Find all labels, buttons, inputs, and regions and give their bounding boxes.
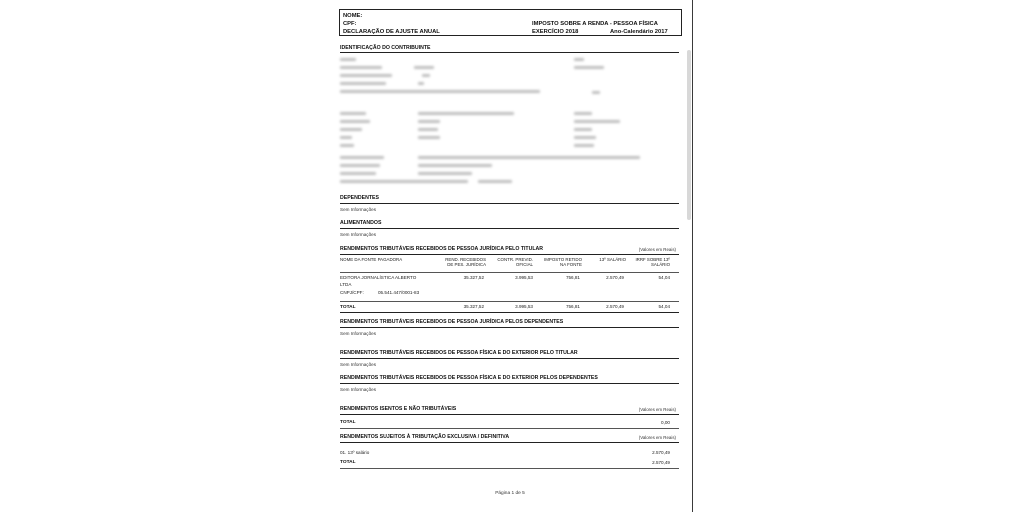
ano-calendario-label: Ano-Calendário 2017 — [610, 29, 668, 35]
col-header-rend: REND. RECEBIDOS DE PES. JURÍDICA — [445, 257, 486, 268]
row-contrib-value: 3.995,53 — [515, 275, 533, 280]
col-header-decimo: 13º SALÁRIO — [599, 257, 626, 262]
total-contrib-value: 3.995,53 — [515, 304, 533, 309]
col-header-fonte: NOME DA FONTE PAGADORA — [340, 257, 403, 262]
exclusiva-item-label: 01. 13º salário — [340, 450, 370, 455]
total-irrf-value: 54,04 — [658, 304, 670, 309]
valores-em-reais-note: (Valores em Reais) — [638, 407, 676, 412]
vertical-scrollbar[interactable] — [687, 50, 691, 220]
section-rend-pj-dependentes-title: RENDIMENTOS TRIBUTÁVEIS RECEBIDOS DE PESSOA JURÍDICA PELOS DEPENDENTES — [340, 319, 564, 325]
divider — [340, 468, 679, 469]
section-dependentes-title: DEPENDENTES — [340, 195, 379, 201]
rend-pf-titular-sem-info: Sem Informações — [340, 362, 376, 367]
row-decimo-value: 2.570,49 — [606, 275, 624, 280]
divider — [340, 203, 679, 204]
row-rend-value: 35.327,52 — [463, 275, 484, 280]
imposto-title: IMPOSTO SOBRE A RENDA - PESSOA FÍSICA — [532, 21, 658, 27]
divider — [340, 442, 679, 443]
section-identificacao-title: IDENTIFICAÇÃO DO CONTRIBUINTE — [340, 45, 431, 51]
divider — [340, 301, 679, 302]
divider — [340, 327, 679, 328]
row-imposto-value: 756,81 — [565, 275, 580, 280]
dependentes-sem-info: Sem Informações — [340, 207, 376, 212]
valores-em-reais-note: (Valores em Reais) — [638, 247, 676, 252]
col-header-imposto: IMPOSTO RETIDO NA FONTE — [544, 257, 582, 268]
total-decimo-value: 2.570,49 — [606, 304, 624, 309]
section-rend-pj-titular-title: RENDIMENTOS TRIBUTÁVEIS RECEBIDOS DE PESSOA JURÍDICA PELO TITULAR — [340, 246, 544, 252]
document-page — [334, 0, 686, 512]
divider — [340, 228, 679, 229]
header-left — [343, 12, 440, 36]
declaracao-title: DECLARAÇÃO DE AJUSTE ANUAL — [343, 29, 440, 35]
total-imposto-value: 756,81 — [565, 304, 580, 309]
row-irrf-value: 54,04 — [658, 275, 670, 280]
divider — [340, 272, 679, 273]
col-header-contrib: CONTR. PREVID. OFICIAL — [497, 257, 533, 268]
page-number: Página 1 de 5 — [495, 491, 525, 496]
section-exclusiva-title: RENDIMENTOS SUJEITOS À TRIBUTAÇÃO EXCLUSIVA / DEFINITIVA — [340, 434, 510, 440]
section-isentos-title: RENDIMENTOS ISENTOS E NÃO TRIBUTÁVEIS — [340, 406, 457, 412]
divider — [340, 358, 679, 359]
exercicio-label: EXERCÍCIO 2018 — [532, 29, 579, 35]
isentos-total-value: 0,00 — [661, 420, 670, 425]
divider — [340, 414, 679, 415]
nome-label: NOME: — [343, 13, 363, 19]
divider — [340, 52, 679, 53]
rend-pf-dependentes-sem-info: Sem Informações — [340, 387, 376, 392]
cpf-label: CPF: — [343, 21, 357, 27]
redacted-contributor-info — [340, 55, 675, 197]
section-rend-pf-titular-title: RENDIMENTOS TRIBUTÁVEIS RECEBIDOS DE PESSOA FÍSICA E DO EXTERIOR PELO TITULAR — [340, 350, 578, 356]
divider — [340, 312, 679, 313]
section-rend-pf-dependentes-title: RENDIMENTOS TRIBUTÁVEIS RECEBIDOS DE PESSOA FÍSICA E DO EXTERIOR PELOS DEPENDENTES — [340, 375, 598, 381]
viewer-background — [692, 0, 1024, 512]
total-rend-value: 35.327,52 — [463, 304, 484, 309]
header-right — [532, 12, 668, 36]
header-box — [339, 9, 682, 36]
pj-total-label: TOTAL — [340, 305, 356, 310]
valores-em-reais-note: (Valores em Reais) — [638, 435, 676, 440]
cnpj-value: 05.541.447/0001-83 — [378, 290, 420, 295]
cnpj-label: CNPJ/CPF: — [340, 290, 364, 295]
exclusiva-item-value: 2.570,49 — [652, 450, 670, 455]
section-alimentandos-title: ALIMENTANDOS — [340, 220, 382, 226]
fonte-pagadora-name: EDITORA JORNALÍSTICA ALBERTO — [340, 275, 417, 280]
divider — [340, 383, 679, 384]
rend-pj-dependentes-sem-info: Sem Informações — [340, 331, 376, 336]
fonte-pagadora-name-2: LTDA — [340, 282, 352, 287]
alimentandos-sem-info: Sem Informações — [340, 232, 376, 237]
col-header-irrf: IRRF SOBRE 13º SALÁRIO — [635, 257, 670, 268]
isentos-total-label: TOTAL — [340, 420, 356, 425]
exclusiva-total-label: TOTAL — [340, 460, 356, 465]
divider — [340, 428, 679, 429]
divider — [340, 254, 679, 255]
exclusiva-total-value: 2.570,49 — [652, 460, 670, 465]
